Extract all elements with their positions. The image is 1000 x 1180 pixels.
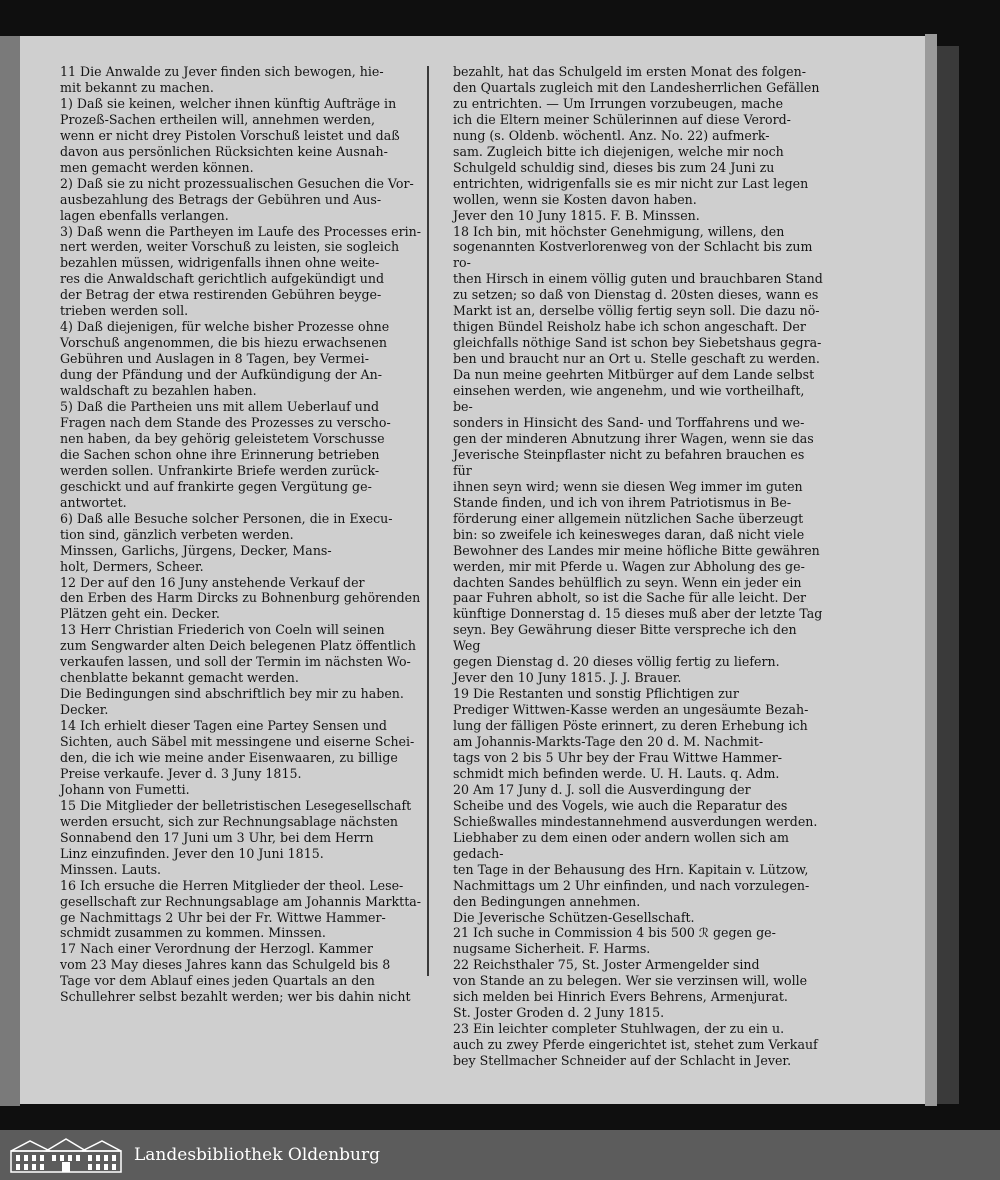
text-line: zum Sengwarder alten Deich belegenen Platz öffentlich <box>60 638 416 654</box>
text-line: 16 Ich ersuche die Herren Mitglieder der theol. Lese- <box>60 877 404 893</box>
text-line: tags von 2 bis 5 Uhr bey der Frau Wittwe Hammer- <box>453 749 783 765</box>
text-line: dachten Sandes behülflich zu seyn. Wenn ein jeder ein <box>453 574 802 590</box>
text-line: seyn. Bey Gewährung dieser Bitte verspreche ich den Weg <box>453 622 797 654</box>
text-line: Jeverische Steinpflaster nicht zu befahren brauchen es für <box>453 446 805 478</box>
text-line: paar Fuhren abholt, so ist die Sache für alle leicht. Der <box>453 590 807 606</box>
text-line: Bewohner des Landes mir meine höfliche Bitte gewähren <box>453 542 820 558</box>
text-line: davon aus persönlichen Rücksichten keine Ausnah- <box>60 143 388 159</box>
text-line: nung (s. Oldenb. wöchentl. Anz. No. 22) aufmerk- <box>453 127 770 143</box>
text-line: Nachmittags um 2 Uhr einfinden, und nach vorzulegen- <box>453 877 810 893</box>
text-line: einsehen werden, wie angenehm, und wie vortheilhaft, be- <box>453 383 805 415</box>
text-line: wenn er nicht drey Pistolen Vorschuß leistet und daß <box>60 127 400 143</box>
text-line: 3) Daß wenn die Partheyen im Laufe des Processes erin- <box>60 223 422 239</box>
text-line: Liebhaber zu dem einen oder andern wollen sich am gedach- <box>453 829 789 861</box>
text-line: ihnen seyn wird; wenn sie diesen Weg immer im guten <box>453 478 803 494</box>
text-line: bezahlt, hat das Schulgeld im ersten Monat des folgen- <box>453 64 806 79</box>
text-line: Sichten, auch Säbel mit messingene und eiserne Schei- <box>60 734 415 750</box>
text-line: Scheibe und des Vogels, wie auch die Reparatur des <box>453 797 788 813</box>
text-line: then Hirsch in einem völlig guten und brauchbaren Stand <box>453 271 823 287</box>
text-line: trieben werden soll. <box>60 303 189 319</box>
text-line: Jever den 10 Juny 1815. F. B. Minssen. <box>453 207 700 223</box>
text-line: bin: so zweifele ich keinesweges daran, daß nicht viele <box>453 526 805 542</box>
text-line: 2) Daß sie zu nicht prozessualischen Gesuchen die Vor- <box>60 175 414 191</box>
text-line: Schulgeld schuldig sind, dieses bis zum 24 Juni zu <box>453 159 775 175</box>
library-name: Landesbibliothek Oldenburg <box>134 1145 381 1165</box>
text-line: Johann von Fumetti. <box>60 781 190 797</box>
text-line: 19 Die Restanten und sonstig Pflichtigen zur <box>453 686 739 702</box>
footer-bar <box>0 1130 1000 1180</box>
text-line: zu setzen; so daß von Dienstag d. 20sten dieses, wann es <box>453 287 819 303</box>
text-line: holt, Dermers, Scheer. <box>60 558 204 574</box>
text-line: die Sachen schon ohne ihre Erinnerung betrieben <box>60 446 380 462</box>
text-line: Schießwalles mindestannehmend ausverdungen werden. <box>453 813 818 829</box>
text-line: thigen Bündel Reisholz habe ich schon angeschaft. Der <box>453 319 806 335</box>
text-line: ben und braucht nur an Ort u. Stelle geschaft zu werden. <box>453 351 820 367</box>
text-line: 21 Ich suche in Commission 4 bis 500 ℛ gegen ge- <box>453 925 776 941</box>
text-line: ich die Eltern meiner Schülerinnen auf diese Verord- <box>453 111 791 127</box>
text-line: der Betrag der etwa restirenden Gebühren beyge- <box>60 287 382 303</box>
text-line: 15 Die Mitglieder der belletristischen Lesegesellschaft <box>60 797 412 813</box>
text-line: 11 Die Anwalde zu Jever finden sich bewogen, hie- <box>60 64 384 79</box>
text-line: ten Tage in der Behausung des Hrn. Kapitain v. Lützow, <box>453 861 809 877</box>
text-line: förderung einer allgemein nützlichen Sache überzeugt <box>453 510 804 526</box>
text-line: nen haben, da bey gehörig geleistetem Vorschusse <box>60 430 385 446</box>
text-line: entrichten, widrigenfalls sie es mir nicht zur Last legen <box>453 175 809 191</box>
text-line: nert werden, weiter Vorschuß zu leisten, sie sogleich <box>60 239 400 255</box>
text-line: Prediger Wittwen-Kasse werden an ungesäumte Bezah- <box>453 702 809 718</box>
text-line: Da nun meine geehrten Mitbürger auf dem Lande selbst <box>453 367 815 383</box>
text-line: 6) Daß alle Besuche solcher Personen, die in Execu- <box>60 510 393 526</box>
text-line: men gemacht werden können. <box>60 159 254 175</box>
text-line: waldschaft zu bezahlen haben. <box>60 383 257 399</box>
text-line: Preise verkaufe. Jever d. 3 Juny 1815. <box>60 765 302 781</box>
text-line: sich melden bei Hinrich Evers Behrens, Armenjurat. <box>453 989 788 1005</box>
text-line: auch zu zwey Pferde eingerichtet ist, stehet zum Verkauf <box>453 1037 818 1053</box>
text-line: Linz einzufinden. Jever den 10 Juni 1815. <box>60 845 324 861</box>
text-line: chenblatte bekannt gemacht werden. <box>60 670 299 686</box>
text-line: sonders in Hinsicht des Sand- und Torffahrens und we- <box>453 414 805 430</box>
text-line: den, die ich wie meine ander Eisenwaaren, zu billige <box>60 749 398 765</box>
text-line: den Quartals zugleich mit den Landesherrlichen Gefällen <box>453 79 820 95</box>
text-line: vom 23 May dieses Jahres kann das Schulgeld bis 8 <box>60 957 391 973</box>
text-line: den Bedingungen annehmen. <box>453 893 641 909</box>
text-line: dung der Pfändung und der Aufkündigung der An- <box>60 367 382 383</box>
text-line: 12 Der auf den 16 Juny anstehende Verkauf der <box>60 574 365 590</box>
text-line: Jever den 10 Juny 1815. J. J. Brauer. <box>453 670 682 686</box>
text-line: gesellschaft zur Rechnungsablage am Johannis Marktta- <box>60 893 422 909</box>
text-line: gleichfalls nöthige Sand ist schon bey Siebetshaus gegra- <box>453 335 822 351</box>
text-line: Tage vor dem Ablauf eines jeden Quartals an den <box>60 973 375 989</box>
text-line: bey Stellmacher Schneider auf der Schlacht in Jever. <box>453 1053 792 1069</box>
text-line: Gebühren und Auslagen in 8 Tagen, bey Vermei- <box>60 351 369 367</box>
book-cover-edge <box>937 46 959 1104</box>
text-line: ge Nachmittags 2 Uhr bei der Fr. Wittwe Hammer- <box>60 909 386 925</box>
text-line: werden, mir mit Pferde u. Wagen zur Abholung des ge- <box>453 558 805 574</box>
left-column <box>60 64 442 1005</box>
text-line: antwortet. <box>60 494 127 510</box>
text-line: St. Joster Groden d. 2 Juny 1815. <box>453 1005 665 1021</box>
text-line: am Johannis-Markts-Tage den 20 d. M. Nachmit- <box>453 734 764 750</box>
text-line: den Erben des Harm Dircks zu Bohnenburg gehörenden <box>60 590 421 606</box>
library-building-logo-icon <box>10 1137 122 1173</box>
text-line: Minssen, Garlichs, Jürgens, Decker, Mans- <box>60 542 332 558</box>
text-line: Prozeß-Sachen ertheilen will, annehmen werden, <box>60 111 375 127</box>
text-line: Die Bedingungen sind abschriftlich bey mir zu haben. <box>60 686 404 702</box>
text-line: Plätzen geht ein. Decker. <box>60 606 220 622</box>
text-line: Die Jeverische Schützen-Gesellschaft. <box>453 909 695 925</box>
text-line: gen der minderen Abnutzung ihrer Wagen, wenn sie das <box>453 430 814 446</box>
text-line: werden ersucht, sich zur Rechnungsablage nächsten <box>60 813 399 829</box>
text-line: sogenannten Kostverlorenweg von der Schlacht bis zum ro- <box>453 239 813 271</box>
text-line: mit bekannt zu machen. <box>60 79 214 95</box>
text-line: 23 Ein leichter completer Stuhlwagen, der zu ein u. <box>453 1021 785 1037</box>
text-line: Schullehrer selbst bezahlt werden; wer bis dahin nicht <box>60 989 411 1005</box>
newspaper-page <box>20 36 925 1104</box>
text-line: künftige Donnerstag d. 15 dieses muß aber der letzte Tag <box>453 606 823 622</box>
text-line: von Stande an zu belegen. Wer sie verzinsen will, wolle <box>453 973 808 989</box>
text-line: Vorschuß angenommen, die bis hiezu erwachsenen <box>60 335 387 351</box>
text-line: lung der fälligen Pöste erinnert, zu deren Erhebung ich <box>453 718 808 734</box>
text-line: zu entrichten. — Um Irrungen vorzubeugen, mache <box>453 95 784 111</box>
text-line: verkaufen lassen, und soll der Termin im nächsten Wo- <box>60 654 411 670</box>
text-line: Decker. <box>60 702 109 718</box>
text-line: schmidt mich befinden werde. U. H. Lauts. q. Adm. <box>453 765 780 781</box>
text-line: Fragen nach dem Stande des Prozesses zu verscho- <box>60 414 391 430</box>
text-line: 18 Ich bin, mit höchster Genehmigung, willens, den <box>453 223 785 239</box>
right-column <box>453 64 825 1069</box>
text-line: sam. Zugleich bitte ich diejenigen, welche mir noch <box>453 143 784 159</box>
text-line: gegen Dienstag d. 20 dieses völlig fertig zu liefern. <box>453 654 780 670</box>
text-line: 22 Reichsthaler 75, St. Joster Armengelder sind <box>453 957 760 973</box>
text-line: 5) Daß die Partheien uns mit allem Ueberlauf und <box>60 399 380 415</box>
text-line: 17 Nach einer Verordnung der Herzogl. Kammer <box>60 941 373 957</box>
text-line: nugsame Sicherheit. F. Harms. <box>453 941 651 957</box>
text-line: wollen, wenn sie Kosten davon haben. <box>453 191 697 207</box>
text-line: Stande finden, und ich von ihrem Patriotismus in Be- <box>453 494 792 510</box>
text-line: 13 Herr Christian Friederich von Coeln will seinen <box>60 622 385 638</box>
text-line: 4) Daß diejenigen, für welche bisher Prozesse ohne <box>60 319 390 335</box>
text-line: 1) Daß sie keinen, welcher ihnen künftig Aufträge in <box>60 95 397 111</box>
text-line: werden sollen. Unfrankirte Briefe werden zurück- <box>60 462 380 478</box>
text-line: tion sind, gänzlich verbeten werden. <box>60 526 294 542</box>
text-line: 14 Ich erhielt dieser Tagen eine Partey Sensen und <box>60 718 387 734</box>
text-line: Sonnabend den 17 Juni um 3 Uhr, bei dem Herrn <box>60 829 374 845</box>
text-line: schmidt zusammen zu kommen. Minssen. <box>60 925 326 941</box>
text-line: lagen ebenfalls verlangen. <box>60 207 229 223</box>
text-line: Markt ist an, derselbe völlig fertig seyn soll. Die dazu nö- <box>453 303 820 319</box>
book-gutter <box>0 36 20 1106</box>
text-line: Minssen. Lauts. <box>60 861 162 877</box>
text-line: geschickt und auf frankirte gegen Vergütung ge- <box>60 478 372 494</box>
page-edge <box>925 34 937 1106</box>
text-line: res die Anwaldschaft gerichtlich aufgekündigt und <box>60 271 385 287</box>
text-line: 20 Am 17 Juny d. J. soll die Ausverdingung der <box>453 781 751 797</box>
text-line: bezahlen müssen, widrigenfalls ihnen ohne weite- <box>60 255 380 271</box>
text-line: ausbezahlung des Betrags der Gebühren und Aus- <box>60 191 382 207</box>
